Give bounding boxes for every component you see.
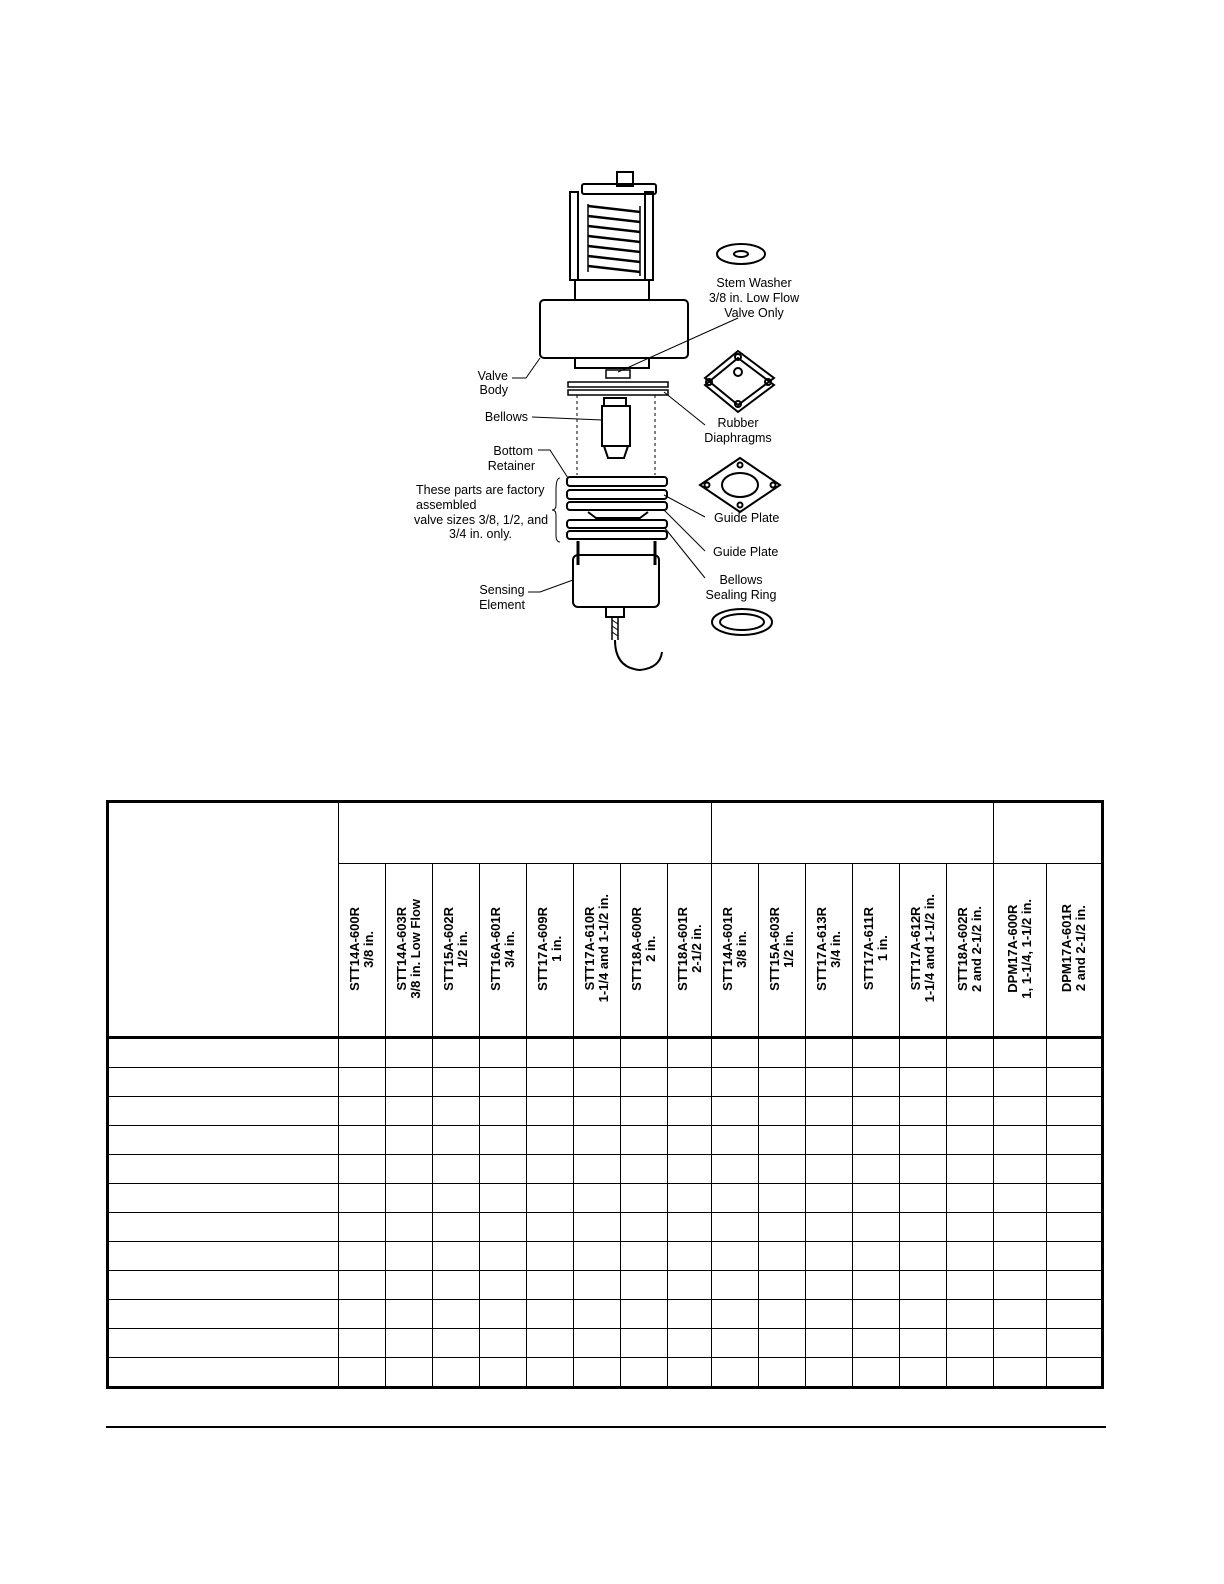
label-guide-plate-1: Guide Plate [714, 511, 780, 525]
label-rubber-diaphragms-1: Rubber [717, 416, 759, 430]
table-cell [712, 1242, 759, 1271]
table-cell [339, 1358, 386, 1388]
table-cell [759, 1271, 806, 1300]
table-cell [574, 1184, 621, 1213]
table-cell [574, 1038, 621, 1068]
table-cell [853, 1126, 900, 1155]
table-cell [712, 1184, 759, 1213]
table-cell [994, 1038, 1047, 1068]
table-row [108, 1271, 1103, 1300]
table-cell [947, 1097, 994, 1126]
table-cell [900, 1126, 947, 1155]
table-cell [668, 1097, 712, 1126]
table-cell [947, 1038, 994, 1068]
table-cell [621, 1068, 668, 1097]
table-cell [433, 1038, 480, 1068]
table-cell [621, 1155, 668, 1184]
table-cell [712, 1358, 759, 1388]
table-cell [947, 1155, 994, 1184]
table-row [108, 1038, 1103, 1068]
table-cell [900, 1038, 947, 1068]
column-header: STT15A-602R 1/2 in. [433, 864, 480, 1038]
group-header-1 [339, 802, 712, 864]
column-header: STT17A-613R 3/4 in. [806, 864, 853, 1038]
table-cell [339, 1068, 386, 1097]
table-cell [386, 1097, 433, 1126]
table-cell [386, 1300, 433, 1329]
table-cell [574, 1300, 621, 1329]
label-valve-body-2: Body [479, 383, 508, 397]
table-cell [386, 1068, 433, 1097]
bellows-sealing [567, 531, 667, 539]
column-header: STT17A-611R 1 in. [853, 864, 900, 1038]
table-cell [339, 1242, 386, 1271]
table-cell [900, 1329, 947, 1358]
column-header: STT14A-601R 3/8 in. [712, 864, 759, 1038]
table-cell [712, 1068, 759, 1097]
column-header: DPM17A-600R 1, 1-1/4, 1-1/2 in. [994, 864, 1047, 1038]
column-header: STT17A-610R 1-1/4 and 1-1/2 in. [574, 864, 621, 1038]
stem-washer-part [717, 244, 765, 264]
column-header: STT17A-612R 1-1/4 and 1-1/2 in. [900, 864, 947, 1038]
guide-plate-a [567, 502, 667, 510]
table-cell [621, 1038, 668, 1068]
table-cell [527, 1097, 574, 1126]
table-cell [900, 1155, 947, 1184]
table-cell [947, 1213, 994, 1242]
table-cell [759, 1126, 806, 1155]
table-cell [853, 1271, 900, 1300]
table-body [108, 1038, 1103, 1388]
table-cell [668, 1242, 712, 1271]
table-cell [900, 1242, 947, 1271]
table-cell [759, 1068, 806, 1097]
table-cell [386, 1155, 433, 1184]
bottom-retainer [567, 477, 667, 486]
table-row [108, 1213, 1103, 1242]
table-cell [1047, 1329, 1103, 1358]
row-label-cell [108, 1329, 339, 1358]
table-cell [806, 1068, 853, 1097]
table-cell [480, 1329, 527, 1358]
table-cell [433, 1271, 480, 1300]
label-factory-4: 3/4 in. only. [449, 527, 513, 541]
table-cell [712, 1155, 759, 1184]
table-cell [339, 1097, 386, 1126]
table-cell [433, 1213, 480, 1242]
table-cell [574, 1213, 621, 1242]
table-cell [806, 1155, 853, 1184]
table-cell [480, 1358, 527, 1388]
table-cell [668, 1184, 712, 1213]
table-cell [853, 1097, 900, 1126]
row-label-cell [108, 1271, 339, 1300]
column-header: STT15A-603R 1/2 in. [759, 864, 806, 1038]
guide-plate-b [567, 520, 667, 528]
valve-exploded-diagram [0, 0, 1224, 700]
table-row [108, 1300, 1103, 1329]
table-cell [806, 1184, 853, 1213]
table-cell [527, 1184, 574, 1213]
yoke-right [645, 192, 653, 280]
table-cell [1047, 1126, 1103, 1155]
group-header-2 [712, 802, 994, 864]
table-cell [339, 1300, 386, 1329]
table-cell [480, 1038, 527, 1068]
table-cell [574, 1097, 621, 1126]
table-cell [994, 1213, 1047, 1242]
table-cell [994, 1300, 1047, 1329]
table-cell [386, 1271, 433, 1300]
table-cell [1047, 1184, 1103, 1213]
table-cell [668, 1271, 712, 1300]
row-label-cell [108, 1300, 339, 1329]
table-cell [806, 1300, 853, 1329]
table-cell [900, 1213, 947, 1242]
diaphragm-1 [568, 382, 668, 387]
table-cell [947, 1126, 994, 1155]
table-cell [574, 1329, 621, 1358]
table-cell [853, 1300, 900, 1329]
table-cell [621, 1271, 668, 1300]
table-cell [1047, 1300, 1103, 1329]
bonnet-neck [575, 280, 649, 300]
table-cell [386, 1213, 433, 1242]
table-cell [712, 1329, 759, 1358]
label-factory-1: These parts are factory [416, 483, 545, 497]
table-cell [480, 1271, 527, 1300]
table-row [108, 1184, 1103, 1213]
table-cell [386, 1038, 433, 1068]
table-cell [668, 1155, 712, 1184]
table-cell [574, 1271, 621, 1300]
table-cell [759, 1155, 806, 1184]
table-cell [480, 1126, 527, 1155]
row-label-cell [108, 1213, 339, 1242]
table-cell [759, 1300, 806, 1329]
table-cell [574, 1068, 621, 1097]
label-sensing-2: Element [479, 598, 525, 612]
table-corner-cell [108, 802, 339, 1038]
table-cell [994, 1329, 1047, 1358]
table-cell [712, 1038, 759, 1068]
table-cell [1047, 1271, 1103, 1300]
table-cell [759, 1038, 806, 1068]
table-cell [433, 1329, 480, 1358]
table-cell [339, 1271, 386, 1300]
table-cell [1047, 1038, 1103, 1068]
table-cell [433, 1097, 480, 1126]
column-header: STT18A-600R 2 in. [621, 864, 668, 1038]
table-cell [527, 1126, 574, 1155]
table-cell [339, 1126, 386, 1155]
row-label-cell [108, 1155, 339, 1184]
table-row [108, 1068, 1103, 1097]
table-cell [527, 1213, 574, 1242]
table-cell [994, 1155, 1047, 1184]
table-cell [668, 1038, 712, 1068]
table-cell [1047, 1097, 1103, 1126]
table-cell [947, 1068, 994, 1097]
table-cell [806, 1126, 853, 1155]
bellows-top [604, 398, 626, 406]
table-cell [1047, 1068, 1103, 1097]
table-cell [759, 1358, 806, 1388]
table-row [108, 1155, 1103, 1184]
row-label-cell [108, 1097, 339, 1126]
table-cell [900, 1097, 947, 1126]
table-cell [1047, 1155, 1103, 1184]
table-cell [668, 1213, 712, 1242]
table-cell [527, 1300, 574, 1329]
table-cell [621, 1329, 668, 1358]
label-bottom-retainer-2: Retainer [487, 459, 535, 473]
table-cell [386, 1329, 433, 1358]
column-header: DPM17A-601R 2 and 2-1/2 in. [1047, 864, 1103, 1038]
table-cell [759, 1097, 806, 1126]
label-rubber-diaphragms-2: Diaphragms [704, 431, 772, 445]
table-cell [994, 1097, 1047, 1126]
row-label-cell [108, 1358, 339, 1388]
table-cell [668, 1300, 712, 1329]
table-cell [712, 1126, 759, 1155]
table-cell [994, 1126, 1047, 1155]
table-cell [759, 1242, 806, 1271]
table-cell [433, 1300, 480, 1329]
table-cell [574, 1358, 621, 1388]
row-label-cell [108, 1068, 339, 1097]
table-cell [621, 1213, 668, 1242]
table-cell [712, 1271, 759, 1300]
table-cell [527, 1329, 574, 1358]
column-header: STT18A-602R 2 and 2-1/2 in. [947, 864, 994, 1038]
table-cell [433, 1068, 480, 1097]
table-cell [527, 1068, 574, 1097]
table-cell [386, 1184, 433, 1213]
label-bellows-sealing-2: Sealing Ring [705, 588, 777, 602]
table-cell [621, 1242, 668, 1271]
column-header: STT14A-600R 3/8 in. [339, 864, 386, 1038]
table-cell [433, 1242, 480, 1271]
table-cell [480, 1184, 527, 1213]
table-cell [621, 1184, 668, 1213]
table-cell [712, 1300, 759, 1329]
table-cell [668, 1126, 712, 1155]
table-cell [480, 1213, 527, 1242]
table-row [108, 1329, 1103, 1358]
label-bellows-sealing-1: Bellows [719, 573, 763, 587]
table-cell [574, 1155, 621, 1184]
table-cell [994, 1068, 1047, 1097]
table-cell [574, 1126, 621, 1155]
yoke-left [570, 192, 578, 280]
table-cell [527, 1155, 574, 1184]
table-cell [712, 1213, 759, 1242]
table-cell [853, 1038, 900, 1068]
table-cell [759, 1213, 806, 1242]
table-cell [806, 1358, 853, 1388]
table-cell [900, 1300, 947, 1329]
capillary-tube [615, 640, 662, 670]
table-cell [339, 1155, 386, 1184]
row-label-cell [108, 1038, 339, 1068]
label-stem-washer-3: Valve Only [724, 306, 784, 320]
spring [588, 204, 640, 276]
table-cell [900, 1271, 947, 1300]
row-label-cell [108, 1184, 339, 1213]
table-cell [900, 1358, 947, 1388]
table-cell [621, 1126, 668, 1155]
table-cell [621, 1358, 668, 1388]
table-cell [806, 1213, 853, 1242]
bellows [602, 406, 630, 446]
table-cell [527, 1038, 574, 1068]
table-cell [853, 1213, 900, 1242]
table-cell [947, 1242, 994, 1271]
table-cell [433, 1126, 480, 1155]
table-cell [480, 1242, 527, 1271]
column-header: STT18A-601R 2-1/2 in. [668, 864, 712, 1038]
table-cell [527, 1271, 574, 1300]
table-row [108, 1097, 1103, 1126]
footer-rule [106, 1426, 1106, 1428]
label-stem-washer-2: 3/8 in. Low Flow [708, 291, 800, 305]
table-cell [527, 1242, 574, 1271]
table-cell [994, 1184, 1047, 1213]
row-label-cell [108, 1242, 339, 1271]
table-cell [853, 1242, 900, 1271]
table-cell [994, 1358, 1047, 1388]
table-cell [480, 1155, 527, 1184]
column-header: STT14A-603R 3/8 in. Low Flow [386, 864, 433, 1038]
label-stem-washer-1: Stem Washer [716, 276, 792, 290]
table-cell [900, 1068, 947, 1097]
table-cell [1047, 1213, 1103, 1242]
table-cell [806, 1097, 853, 1126]
table-cell [994, 1242, 1047, 1271]
table-cell [668, 1358, 712, 1388]
table-cell [668, 1329, 712, 1358]
table-cell [433, 1184, 480, 1213]
label-bottom-retainer-1: Bottom [493, 444, 533, 458]
table-cell [386, 1358, 433, 1388]
label-sensing-1: Sensing [479, 583, 525, 597]
replacement-parts-table [106, 800, 1104, 1389]
table-row [108, 1358, 1103, 1388]
row-label-cell [108, 1126, 339, 1155]
table-cell [339, 1038, 386, 1068]
table-cell [853, 1358, 900, 1388]
table-cell [947, 1271, 994, 1300]
table-cell [806, 1038, 853, 1068]
table-cell [386, 1126, 433, 1155]
table-cell [386, 1242, 433, 1271]
table-cell [480, 1097, 527, 1126]
table-cell [339, 1184, 386, 1213]
table-cell [339, 1213, 386, 1242]
table-cell [668, 1068, 712, 1097]
table-cell [712, 1097, 759, 1126]
table-cell [806, 1242, 853, 1271]
table-cell [480, 1068, 527, 1097]
table-cell [853, 1155, 900, 1184]
diaphragm-2 [568, 390, 668, 395]
group-header-3 [994, 802, 1103, 864]
table-cell [1047, 1242, 1103, 1271]
table-cell [527, 1358, 574, 1388]
table-cell [759, 1184, 806, 1213]
table-cell [853, 1184, 900, 1213]
table-cell [806, 1271, 853, 1300]
label-valve-body-1: Valve [477, 369, 508, 383]
table-cell [994, 1271, 1047, 1300]
table-cell [947, 1300, 994, 1329]
table-cell [853, 1329, 900, 1358]
sensing-element [573, 555, 659, 607]
label-bellows: Bellows [484, 410, 528, 424]
table-cell [759, 1329, 806, 1358]
guide-plate-part [700, 458, 780, 512]
column-header: STT17A-609R 1 in. [527, 864, 574, 1038]
table-cell [1047, 1358, 1103, 1388]
table-cell [947, 1358, 994, 1388]
table-cell [806, 1329, 853, 1358]
table-row [108, 1126, 1103, 1155]
label-factory-2: assembled [416, 498, 477, 512]
label-factory-3: valve sizes 3/8, 1/2, and [414, 513, 549, 527]
table-cell [339, 1329, 386, 1358]
table-cell [947, 1329, 994, 1358]
valve-body [540, 300, 688, 358]
column-header: STT16A-601R 3/4 in. [480, 864, 527, 1038]
table-cell [947, 1184, 994, 1213]
table-cell [480, 1300, 527, 1329]
table-cell [574, 1242, 621, 1271]
label-guide-plate-2: Guide Plate [713, 545, 779, 559]
table-row [108, 1242, 1103, 1271]
table-cell [900, 1184, 947, 1213]
table-cell [621, 1097, 668, 1126]
table-cell [853, 1068, 900, 1097]
table-cell [433, 1358, 480, 1388]
table-cell [621, 1300, 668, 1329]
table-cell [433, 1155, 480, 1184]
